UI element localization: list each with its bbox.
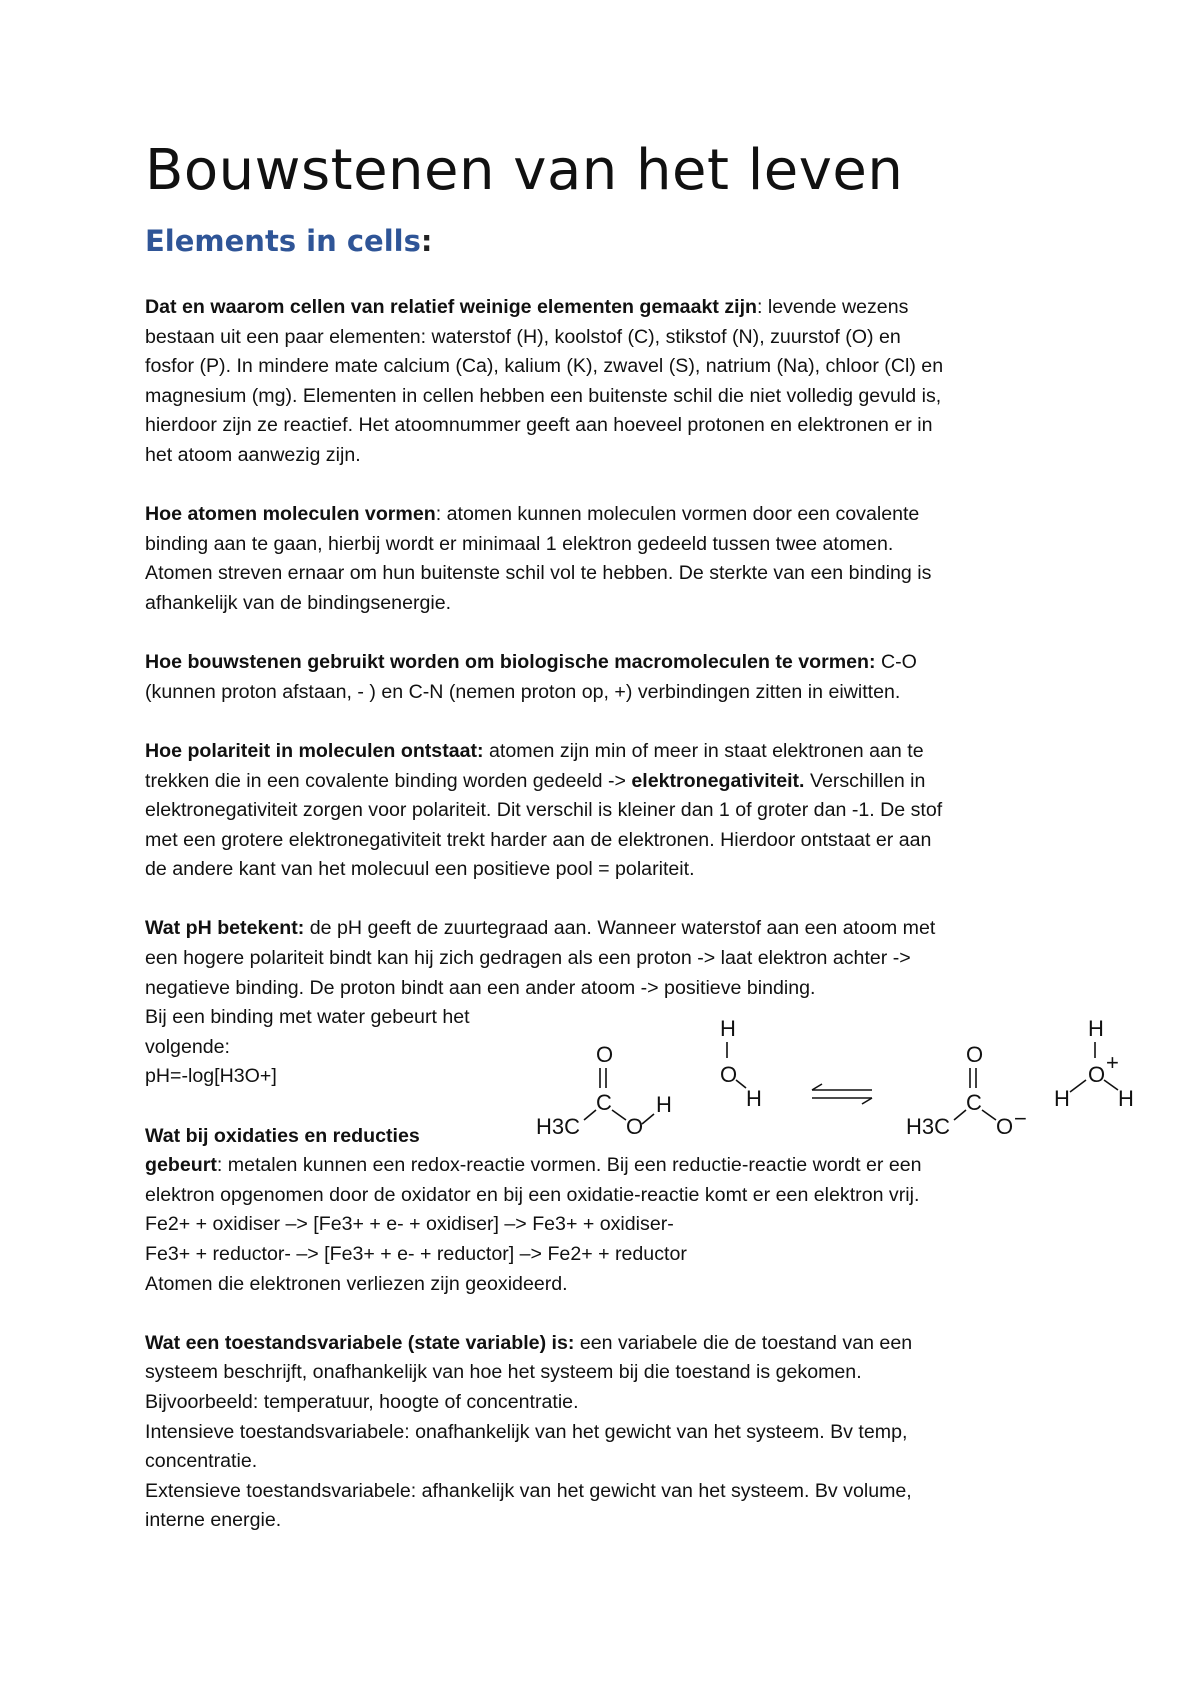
atom-label: O	[996, 1114, 1014, 1139]
text-span: : levende wezens	[756, 296, 909, 318]
text-line: afhankelijk van de bindingsenergie.	[145, 591, 452, 614]
ph-formula: pH=-log[H3O+]	[145, 1065, 277, 1088]
bond-line	[612, 1110, 626, 1120]
paragraph-heading-cont: gebeurt	[145, 1154, 217, 1177]
paragraph-heading: Hoe atomen moleculen vormen	[145, 503, 436, 526]
paragraph-heading: Hoe polariteit in moleculen ontstaat:	[145, 739, 484, 762]
atom-label: H	[656, 1092, 672, 1117]
text-line: fosfor (P). In mindere mate calcium (Ca), kalium (K), zwavel (S), natrium (Na), chloor (Cl) en	[145, 355, 944, 378]
atom-label: H3C	[536, 1114, 581, 1139]
atom-label: H	[720, 1016, 736, 1041]
text-line: Bij een binding met water gebeurt het	[145, 1006, 470, 1029]
text-line: magnesium (mg). Elementen in cellen hebben een buitenste schil die niet volledig gevuld is,	[145, 384, 942, 407]
atom-label: O	[966, 1042, 984, 1067]
text-span: C-O	[875, 651, 917, 674]
text-line: het atoom aanwezig zijn.	[145, 443, 361, 466]
atom-label: H	[746, 1086, 762, 1111]
equilibrium-arrow-icon	[812, 1084, 872, 1104]
text-line	[145, 293, 1075, 323]
paragraph-heading: Wat pH betekent:	[145, 917, 305, 940]
text-span: atomen zijn min of meer in staat elektronen aan te	[483, 739, 924, 762]
paragraph-polarity	[145, 737, 1075, 885]
text-line: Extensieve toestandsvariabele: afhankelijk van het gewicht van het systeem. Bv volume,	[145, 1479, 912, 1502]
text-span: : atomen kunnen moleculen vormen door een covalente	[435, 503, 920, 526]
bond-line	[584, 1110, 596, 1120]
atom-label: C	[596, 1090, 612, 1115]
text-line: concentratie.	[145, 1450, 258, 1473]
text-line: de andere kant van het molecuul een positieve pool = polariteit.	[145, 858, 695, 881]
text-line: hierdoor zijn ze reactief. Het atoomnummer geeft aan hoeveel protonen en elektronen er in	[145, 414, 933, 437]
bond-line	[982, 1110, 996, 1120]
hydronium-structure	[1054, 1016, 1134, 1111]
paragraph-redox	[145, 1122, 1075, 1300]
text-span: een variabele die de toestand van een	[574, 1331, 913, 1354]
arrow-head	[862, 1098, 872, 1104]
text-line	[145, 914, 1075, 944]
text-line: elektron opgenomen door de oxidator en bij een oxidatie-reactie komt er een elektron vrij.	[145, 1183, 920, 1206]
text-line	[145, 500, 1075, 530]
text-line: volgende:	[145, 1035, 230, 1058]
atom-label: O	[1088, 1062, 1106, 1087]
bond-line	[1104, 1080, 1118, 1090]
text-line: elektronegativiteit zorgen voor polariteit. Dit verschil is kleiner dan 1 of groter dan -1. De stof	[145, 799, 943, 822]
paragraph-heading: Wat een toestandsvariabele (state variable) is:	[145, 1331, 575, 1354]
acetate-structure	[906, 1042, 1027, 1139]
text-line: interne energie.	[145, 1509, 282, 1532]
text-span: Verschillen in	[804, 769, 926, 792]
subtitle-colon: :	[420, 224, 433, 258]
text-line: met een grotere elektronegativiteit trekt harder aan de elektronen. Hierdoor ontstaat er aan	[145, 828, 932, 851]
acetic-acid-structure	[536, 1042, 672, 1139]
text-line: Fe2+ + oxidiser –> [Fe3+ + e- + oxidiser] –> Fe3+ + oxidiser-	[145, 1213, 674, 1236]
text-span: de pH geeft de zuurtegraad aan. Wanneer waterstof aan een atoom met	[304, 917, 936, 940]
text-line: Atomen streven ernaar om hun buitenste schil vol te hebben. De sterkte van een binding is	[145, 562, 932, 585]
bond-line	[954, 1110, 966, 1120]
bond-line	[1070, 1080, 1086, 1092]
atom-label: O	[596, 1042, 614, 1067]
acid-dissociation-figure	[530, 1012, 1150, 1142]
atom-label: H3C	[906, 1114, 951, 1139]
text-line: systeem beschrijft, onafhankelijk van hoe het systeem bij die toestand is gekomen.	[145, 1361, 862, 1384]
paragraph-molecules	[145, 500, 1075, 618]
water-structure	[720, 1016, 762, 1111]
paragraph-elements	[145, 293, 1075, 471]
bond-line	[642, 1114, 654, 1124]
text-line	[145, 737, 1075, 767]
paragraph-heading: Wat bij oxidaties en reducties	[145, 1124, 420, 1147]
atom-label: H	[1088, 1016, 1104, 1041]
text-line	[145, 1151, 1075, 1181]
text-line: binding aan te gaan, hierbij wordt er minimaal 1 elektron gedeeld tussen twee atomen.	[145, 532, 894, 555]
paragraph-heading: Hoe bouwstenen gebruikt worden om biologische macromoleculen te vormen:	[145, 651, 876, 674]
text-line: negatieve binding. De proton bindt aan een ander atoom -> positieve binding.	[145, 976, 816, 999]
text-line	[145, 1329, 1075, 1359]
text-span: trekken die in een covalente binding worden gedeeld ->	[145, 769, 632, 792]
arrow-head	[812, 1084, 822, 1090]
text-line: (kunnen proton afstaan, - ) en C-N (nemen proton op, +) verbindingen zitten in eiwitten.	[145, 680, 901, 703]
text-line	[145, 648, 1075, 678]
text-line: bestaan uit een paar elementen: waterstof (H), koolstof (C), stikstof (N), zuurstof (O) en	[145, 325, 901, 348]
charge-label: −	[1014, 1106, 1027, 1131]
charge-label: +	[1106, 1050, 1119, 1075]
page-title: Bouwstenen van het leven	[145, 138, 904, 203]
atom-label: H	[1118, 1086, 1134, 1111]
text-line: Fe3+ + reductor- –> [Fe3+ + e- + reductor] –> Fe2+ + reductor	[145, 1243, 687, 1265]
section-subtitle	[145, 224, 432, 258]
bond-line	[736, 1080, 746, 1088]
text-line: Atomen die elektronen verliezen zijn geoxideerd.	[145, 1272, 568, 1295]
term-elektronegativiteit: elektronegativiteit.	[631, 769, 805, 792]
document-body	[145, 293, 1075, 1566]
text-line: Bijvoorbeeld: temperatuur, hoogte of concentratie.	[145, 1390, 579, 1413]
atom-label: H	[1054, 1086, 1070, 1111]
text-line: een hogere polariteit bindt kan hij zich gedragen als een proton -> laat elektron achter ->	[145, 947, 911, 970]
atom-label: O	[626, 1114, 644, 1139]
paragraph-heading: Dat en waarom cellen van relatief weinige elementen gemaakt zijn	[145, 296, 757, 318]
atom-label: C	[966, 1090, 982, 1115]
paragraph-state-variable	[145, 1329, 1075, 1536]
text-line: Intensieve toestandsvariabele: onafhankelijk van het gewicht van het systeem. Bv temp,	[145, 1420, 908, 1443]
paragraph-macromolecules	[145, 648, 1075, 707]
text-line	[145, 767, 1075, 797]
atom-label: O	[720, 1062, 738, 1087]
text-span: : metalen kunnen een redox-reactie vormen. Bij een reductie-reactie wordt er een	[216, 1154, 922, 1177]
subtitle-text: Elements in cells	[145, 224, 421, 258]
